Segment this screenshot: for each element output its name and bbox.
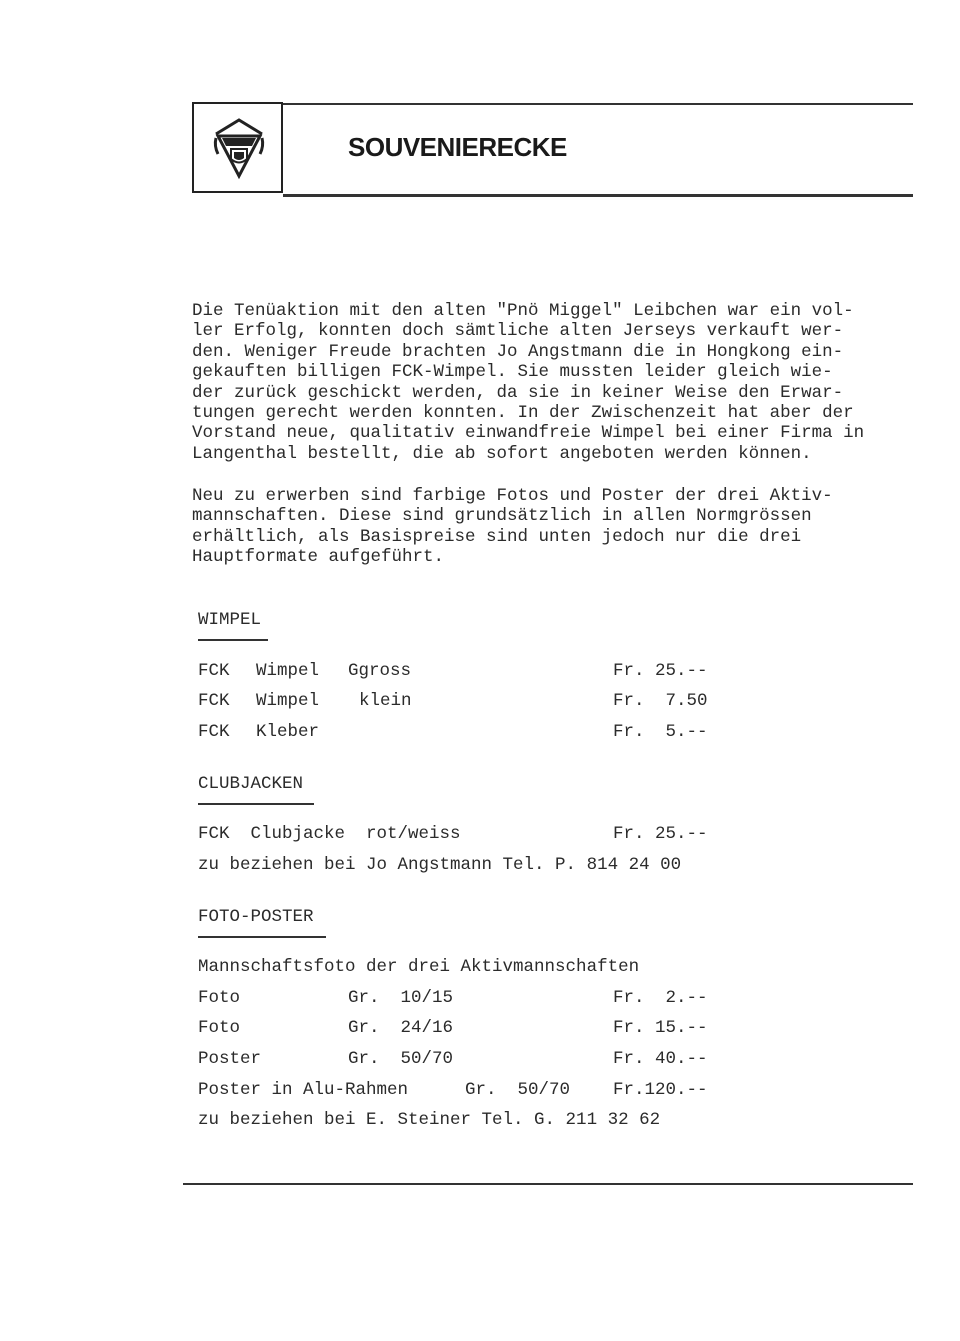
intro-paragraph: [192, 301, 912, 464]
foto-row-1-item: Foto: [198, 988, 241, 1008]
header-rule-top: [283, 103, 913, 105]
paragraph-line: der zurück geschickt werden, da sie in keiner Weise den Erwar-: [192, 382, 844, 403]
wimpel-row-2-col-b: Wimpel: [256, 691, 320, 711]
poster-row-size: Gr. 50/70: [348, 1049, 454, 1069]
clubjacken-contact: zu beziehen bei Jo Angstmann Tel. P. 814 24 00: [198, 855, 682, 875]
foto-poster-heading: FOTO-POSTER: [198, 907, 314, 927]
wimpel-row-2-col-c: klein: [359, 691, 412, 711]
alu-poster-price: Fr.120.--: [613, 1080, 708, 1100]
foto-row-2-item: Foto: [198, 1018, 241, 1038]
foto-row-2-size: Gr. 24/16: [348, 1018, 454, 1038]
logo-box: [192, 102, 283, 193]
wimpel-row-1-price: Fr. 25.--: [613, 661, 708, 681]
paragraph-line: den. Weniger Freude brachten Jo Angstmann die in Hongkong ein-: [192, 341, 844, 362]
clubjacken-heading: CLUBJACKEN: [198, 774, 304, 794]
paragraph-line: tungen gerecht werden konnten. In der Zwischenzeit hat aber der: [192, 403, 854, 424]
footer-rule: [183, 1183, 913, 1185]
header-rule-bottom: [283, 194, 913, 197]
alu-poster-item: Poster in Alu-Rahmen: [198, 1080, 409, 1100]
wimpel-row-3-col-a: FCK: [198, 722, 230, 742]
page-title: SOUVENIERECKE: [348, 132, 567, 162]
photo-paragraph: [192, 486, 912, 568]
paragraph-line: Langenthal bestellt, die ab sofort angeboten werden können.: [192, 443, 812, 464]
foto-poster-heading-rule: [198, 936, 326, 938]
clubjacke-row: FCK Clubjacke rot/weiss: [198, 824, 461, 844]
paragraph-line: Neu zu erwerben sind farbige Fotos und Poster der drei Aktiv-: [192, 486, 833, 506]
wimpel-row-2-price: Fr. 7.50: [613, 691, 708, 711]
wimpel-row-2-col-a: FCK: [198, 691, 230, 711]
poster-row-price: Fr. 40.--: [613, 1049, 708, 1069]
foto-poster-contact: zu beziehen bei E. Steiner Tel. G. 211 32 62: [198, 1110, 661, 1130]
wimpel-row-1-col-b: Wimpel: [256, 661, 320, 681]
paragraph-line: Vorstand neue, qualitativ einwandfreie Wimpel bei einer Firma in: [192, 423, 865, 444]
wimpel-heading: WIMPEL: [198, 610, 262, 630]
paragraph-line: Hauptformate aufgeführt.: [192, 547, 445, 568]
clubjacke-price: Fr. 25.--: [613, 824, 708, 844]
wimpel-row-1-col-a: FCK: [198, 661, 230, 681]
foto-poster-subtitle: Mannschaftsfoto der drei Aktivmannschaften: [198, 957, 640, 977]
paragraph-line: mannschaften. Diese sind grundsätzlich in allen Normgrössen: [192, 506, 812, 527]
paragraph-line: ler Erfolg, konnten doch sämtliche alten Jerseys verkauft wer-: [192, 321, 844, 342]
paragraph-line: Die Tenüaktion mit den alten "Pnö Miggel" Leibchen war ein vol-: [192, 301, 854, 321]
foto-row-1-price: Fr. 2.--: [613, 988, 708, 1008]
paragraph-line: erhältlich, als Basispreise sind unten jedoch nur die drei: [192, 526, 802, 547]
foto-row-1-size: Gr. 10/15: [348, 988, 454, 1008]
wimpel-row-3-price: Fr. 5.--: [613, 722, 708, 742]
alu-poster-size: Gr. 50/70: [465, 1080, 571, 1100]
clubjacken-heading-rule: [198, 803, 314, 805]
poster-row-item: Poster: [198, 1049, 262, 1069]
wimpel-row-3-col-b: Kleber: [256, 722, 320, 742]
wimpel-row-1-col-c: Ggross: [348, 661, 412, 681]
paragraph-line: gekauften billigen FCK-Wimpel. Sie mussten leider gleich wie-: [192, 362, 833, 383]
pennant-crest-icon: [212, 116, 266, 180]
foto-row-2-price: Fr. 15.--: [613, 1018, 708, 1038]
wimpel-heading-rule: [198, 639, 268, 641]
